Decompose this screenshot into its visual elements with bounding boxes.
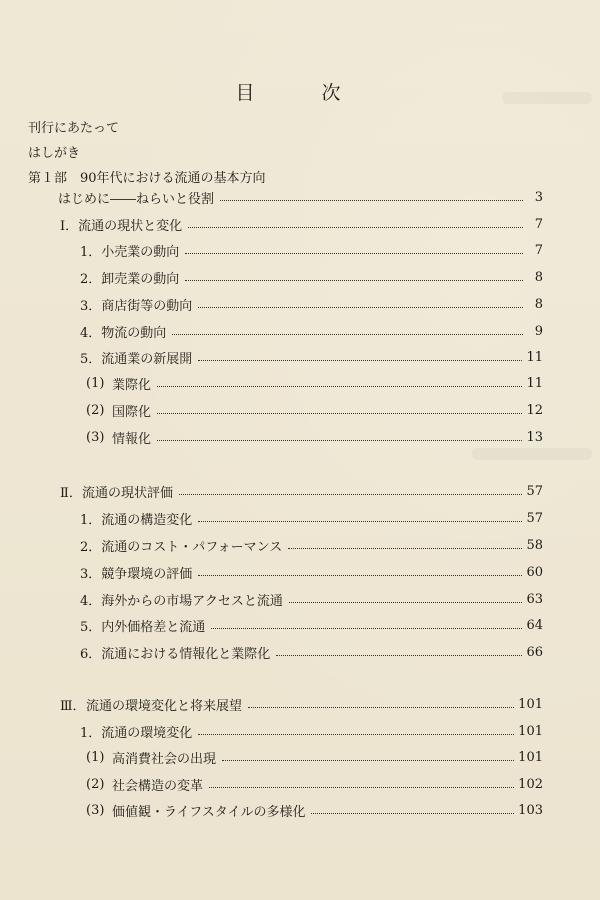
bleed-through-mark <box>472 448 592 460</box>
item-number: 5． <box>80 351 102 367</box>
subitem-label: 情報化 <box>112 431 152 447</box>
dot-leader <box>198 734 514 735</box>
section-number: Ⅱ． <box>60 485 82 501</box>
toc-item[interactable] <box>80 321 543 341</box>
dot-leader <box>198 307 523 308</box>
item-number: 2． <box>80 271 102 287</box>
page-number: 11 <box>526 349 543 365</box>
dot-leader <box>198 360 522 361</box>
item-number: 3． <box>80 298 102 314</box>
toc-title: 目 次 <box>235 82 365 104</box>
subitem-number: (3) <box>86 802 105 818</box>
dot-leader <box>185 253 523 254</box>
subitem-label: 国際化 <box>112 404 152 420</box>
item-label: 小売業の動向 <box>101 244 180 260</box>
toc-entry-preface[interactable] <box>28 141 80 161</box>
subitem-label: 社会構造の変革 <box>112 778 204 794</box>
toc-item[interactable] <box>80 535 543 555</box>
dot-leader <box>172 334 523 335</box>
entry-label: 刊行にあたって <box>28 120 120 136</box>
dot-leader <box>157 440 522 441</box>
page-number: 57 <box>526 483 543 499</box>
dot-leader <box>211 628 522 629</box>
page-number: 58 <box>526 537 543 553</box>
page-number: 13 <box>526 429 543 445</box>
dot-leader <box>220 200 523 201</box>
page-number: 101 <box>518 696 543 712</box>
page-number: 101 <box>518 723 543 739</box>
entry-label: はじめに――ねらいと役割 <box>58 191 215 207</box>
page-number: 64 <box>526 617 543 633</box>
item-label: 競争環境の評価 <box>101 566 193 582</box>
toc-item[interactable] <box>80 240 543 260</box>
subitem-label: 業際化 <box>112 377 152 393</box>
item-number: 2． <box>80 539 102 555</box>
toc-item[interactable] <box>80 294 543 314</box>
dot-leader <box>311 813 514 814</box>
subitem-label: 高消費社会の出現 <box>112 751 217 767</box>
item-label: 流通の環境変化 <box>101 725 193 741</box>
dot-leader <box>209 787 514 788</box>
page-number: 63 <box>526 591 543 607</box>
item-label: 商店街等の動向 <box>101 298 193 314</box>
dot-leader <box>222 760 514 761</box>
page-number: 60 <box>526 564 543 580</box>
page-number: 12 <box>526 402 543 418</box>
toc-subitem[interactable] <box>86 373 543 393</box>
toc-section-3[interactable] <box>60 694 543 714</box>
part-label: 第１部 90年代における流通の基本方向 <box>28 170 266 186</box>
item-number: 5． <box>80 619 102 635</box>
item-number: 6． <box>80 646 102 662</box>
page-number: 66 <box>526 644 543 660</box>
page-number: 3 <box>534 189 543 205</box>
item-number: 3． <box>80 566 102 582</box>
item-label: 流通の構造変化 <box>101 512 193 528</box>
page-number: 57 <box>526 510 543 526</box>
item-label: 海外からの市場アクセスと流通 <box>101 593 283 609</box>
toc-subitem[interactable] <box>86 747 543 767</box>
subitem-number: (1) <box>86 749 105 765</box>
page-number: 7 <box>534 216 543 232</box>
page-number: 8 <box>534 269 543 285</box>
page-number: 7 <box>534 242 543 258</box>
item-label: 物流の動向 <box>101 325 167 341</box>
page-number: 11 <box>526 375 543 391</box>
toc-subitem[interactable] <box>86 774 543 794</box>
dot-leader <box>198 575 522 576</box>
section-number: Ⅲ． <box>60 698 86 714</box>
dot-leader <box>179 494 522 495</box>
toc-item[interactable] <box>80 615 543 635</box>
toc-section-2[interactable] <box>60 481 543 501</box>
page-number: 103 <box>518 802 543 818</box>
toc-item[interactable] <box>80 589 543 609</box>
toc-subitem[interactable] <box>86 427 543 447</box>
subitem-number: (3) <box>86 429 105 445</box>
subitem-number: (1) <box>86 375 105 391</box>
toc-subitem[interactable] <box>86 800 543 820</box>
toc-section-1[interactable] <box>60 214 543 234</box>
subitem-number: (2) <box>86 402 105 418</box>
dot-leader <box>276 655 522 656</box>
toc-entry-intro[interactable] <box>58 187 543 207</box>
page-number: 8 <box>534 296 543 312</box>
item-number: 1． <box>80 244 102 260</box>
section-number: Ⅰ． <box>60 218 79 234</box>
dot-leader <box>289 602 523 603</box>
item-label: 卸売業の動向 <box>101 271 180 287</box>
item-label: 流通における情報化と業際化 <box>101 646 271 662</box>
toc-subitem[interactable] <box>86 400 543 420</box>
page-number: 9 <box>534 323 543 339</box>
dot-leader <box>185 280 523 281</box>
item-label: 流通のコスト・パフォーマンス <box>101 539 283 555</box>
item-number: 4． <box>80 325 102 341</box>
toc-entry-preface-publication[interactable] <box>28 116 119 136</box>
page-number: 101 <box>518 749 543 765</box>
item-number: 4． <box>80 593 102 609</box>
subitem-label: 価値観・ライフスタイルの多様化 <box>112 804 306 820</box>
item-number: 1． <box>80 725 102 741</box>
dot-leader <box>157 413 522 414</box>
toc-item[interactable] <box>80 642 543 662</box>
toc-item[interactable] <box>80 267 543 287</box>
item-label: 流通業の新展開 <box>101 351 193 367</box>
section-label: 流通の現状評価 <box>82 485 174 501</box>
section-label: 流通の現状と変化 <box>78 218 183 234</box>
toc-item[interactable] <box>80 562 543 582</box>
item-number: 1． <box>80 512 102 528</box>
entry-label: はしがき <box>28 145 81 161</box>
dot-leader <box>157 386 522 387</box>
toc-item[interactable] <box>80 721 543 741</box>
dot-leader <box>248 707 514 708</box>
dot-leader <box>188 227 523 228</box>
dot-leader <box>288 548 522 549</box>
toc-item[interactable] <box>80 347 543 367</box>
subitem-number: (2) <box>86 776 105 792</box>
dot-leader <box>198 521 522 522</box>
section-label: 流通の環境変化と将来展望 <box>86 698 243 714</box>
item-label: 内外価格差と流通 <box>101 619 206 635</box>
toc-item[interactable] <box>80 508 543 528</box>
toc-part-heading[interactable] <box>28 166 266 186</box>
page-number: 102 <box>518 776 543 792</box>
